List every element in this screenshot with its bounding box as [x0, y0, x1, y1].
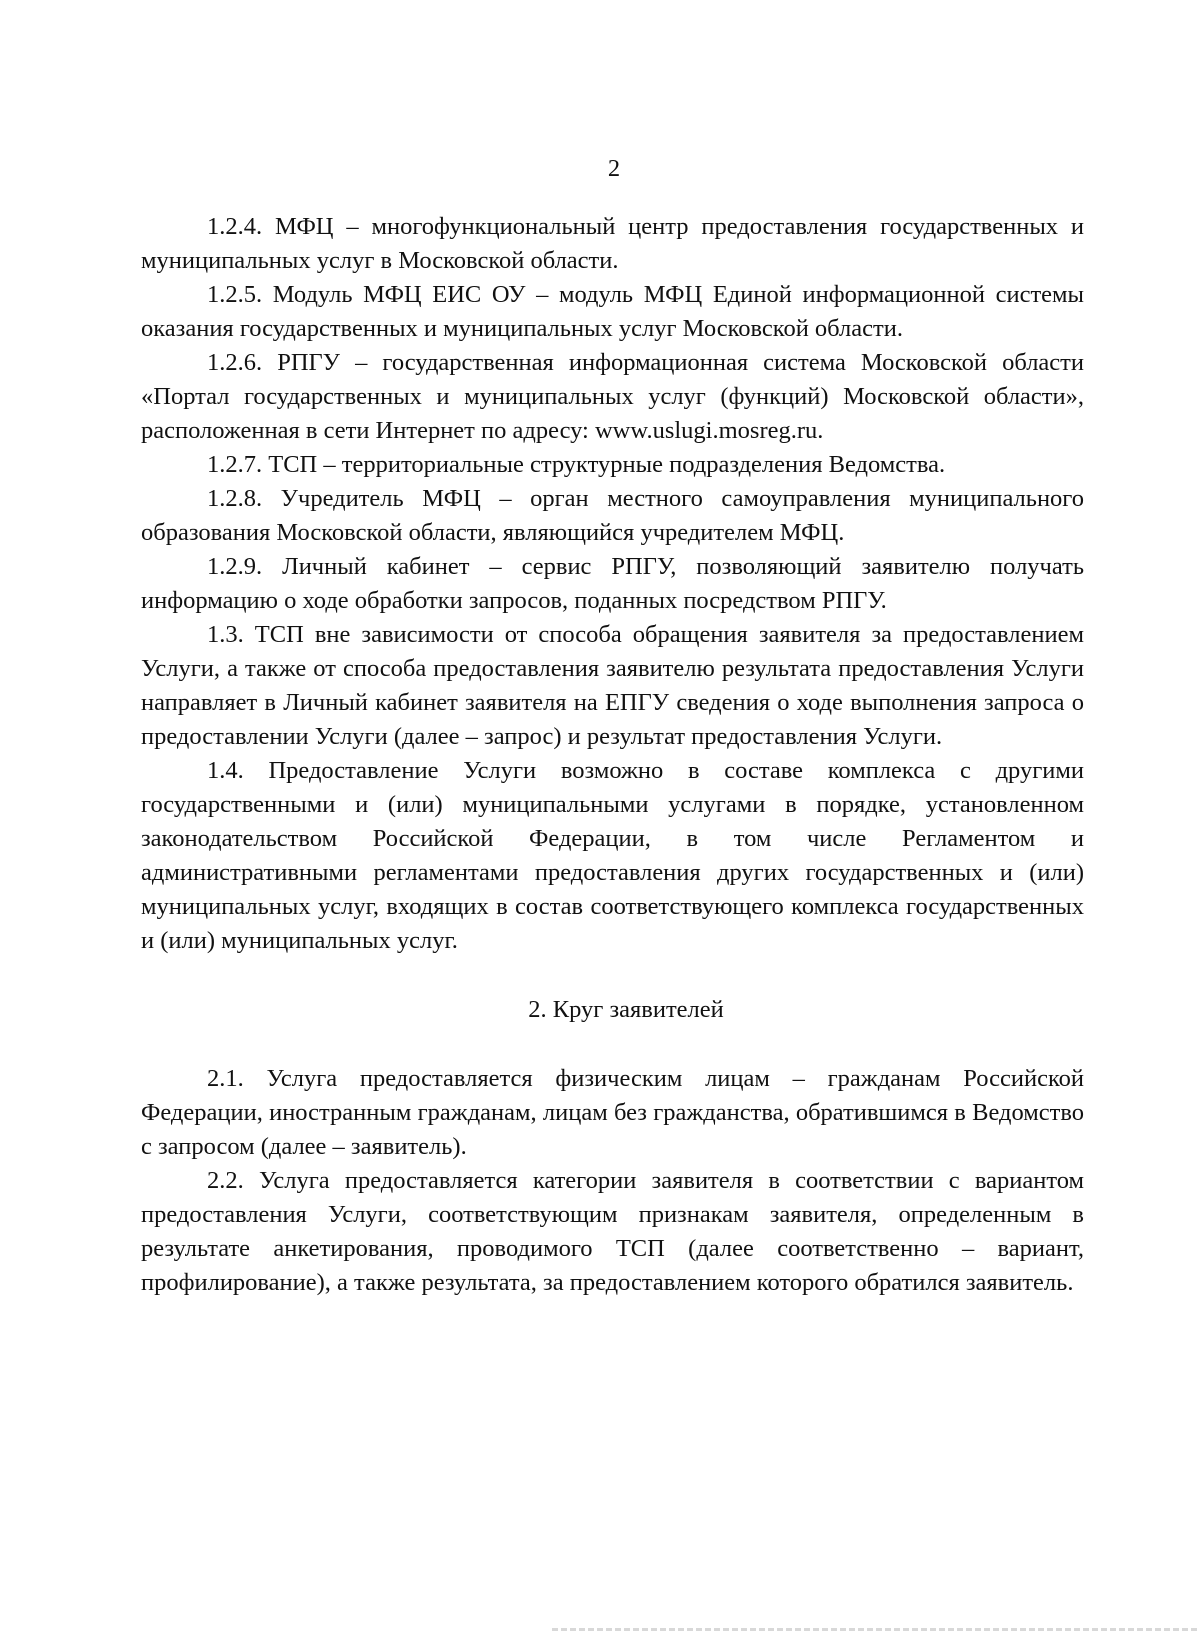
paragraph-2-1: 2.1. Услуга предоставляется физическим лицам – гражданам Российской Федерации, иностранным гражданам, лицам без гражданства, обратившимся в Ведомство с запросом (далее – заявитель).: [141, 1065, 1084, 1160]
paragraph-1-2-4: 1.2.4. МФЦ – многофункциональный центр предоставления государственных и муниципальных услуг в Московской области.: [141, 213, 1084, 274]
paragraph-1-2-9: 1.2.9. Личный кабинет – сервис РПГУ, позволяющий заявителю получать информацию о ходе обработки запросов, поданных посредством РПГУ.: [141, 553, 1084, 614]
paragraph-1-2-7: 1.2.7. ТСП – территориальные структурные подразделения Ведомства.: [207, 451, 946, 478]
paragraph-1-2-6: 1.2.6. РПГУ – государственная информационная система Московской области «Портал государственных и муниципальных услуг (функций) Московской области», расположенная в сети Интернет по адресу: www.uslugi.mosreg.ru.: [141, 349, 1084, 444]
paragraph-1-2-8: 1.2.8. Учредитель МФЦ – орган местного самоуправления муниципального образования Московской области, являющийся учредителем МФЦ.: [141, 485, 1084, 546]
paragraph-1-2-5: 1.2.5. Модуль МФЦ ЕИС ОУ – модуль МФЦ Единой информационной системы оказания государственных и муниципальных услуг Московской области.: [141, 281, 1084, 342]
page-number: 2: [607, 155, 621, 182]
paragraph-1-4: 1.4. Предоставление Услуги возможно в составе комплекса с другими государственными и (или) муниципальными услугами в порядке, установленном законодательством Российской Федерации, в том числе Регламентом и административными регламентами предоставления других государственных и (или) муниципальных услуг, входящих в состав соответствующего комплекса государственных и (или) муниципальных услуг.: [141, 757, 1084, 954]
document-body: [141, 210, 1084, 1300]
paragraph-1-3: 1.3. ТСП вне зависимости от способа обращения заявителя за предоставлением Услуги, а также от способа предоставления заявителю результата предоставления Услуги направляет в Личный кабинет заявителя на ЕПГУ сведения о ходе выполнения запроса о предоставлении Услуги (далее – запрос) и результат предоставления Услуги.: [141, 621, 1084, 750]
paragraph-2-2: 2.2. Услуга предоставляется категории заявителя в соответствии с вариантом предоставления Услуги, соответствующим признакам заявителя, определенным в результате анкетирования, проводимого ТСП (далее соответственно – вариант, профилирование), а также результата, за предоставлением которого обратился заявитель.: [141, 1167, 1084, 1296]
scan-edge-artifact: [552, 1628, 1200, 1631]
section-heading-applicants: 2. Круг заявителей: [528, 996, 724, 1023]
